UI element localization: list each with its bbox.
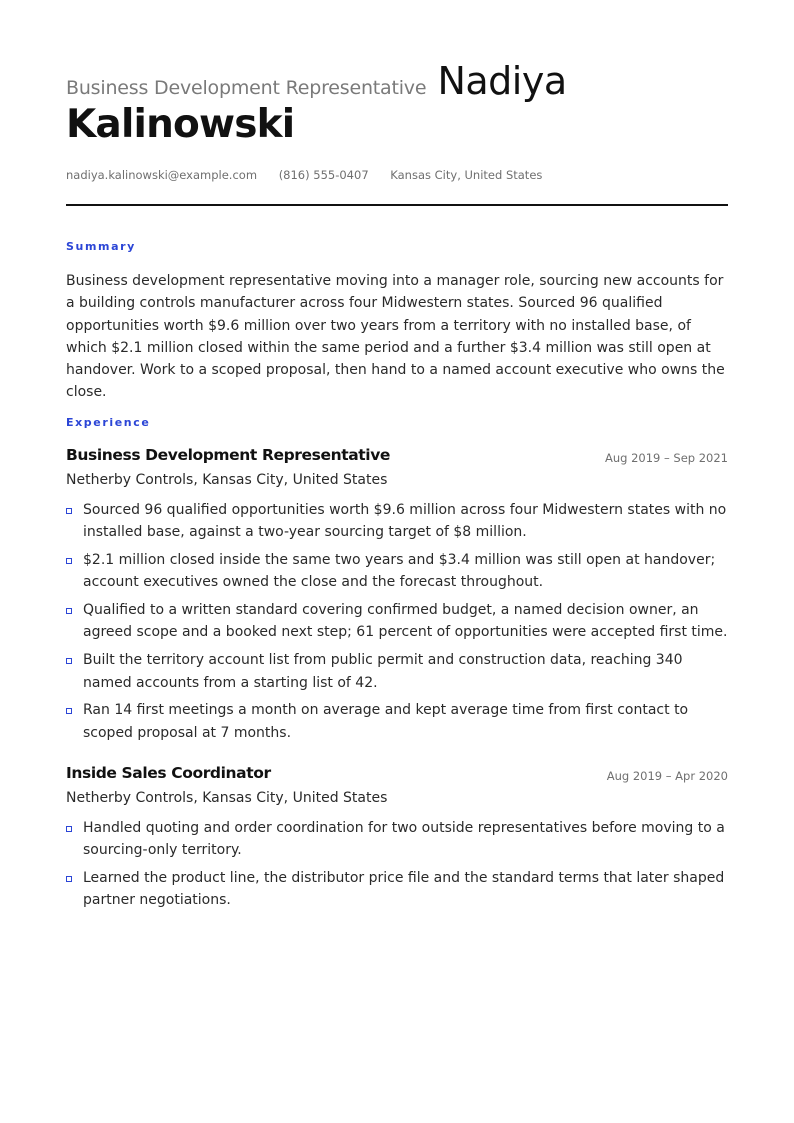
job-role: Inside Sales Coordinator xyxy=(66,764,271,782)
square-bullet-icon xyxy=(66,608,72,614)
experience-heading: Experience xyxy=(66,416,151,429)
first-name: Nadiya xyxy=(437,59,567,103)
bullet-item xyxy=(66,699,728,744)
job-role: Business Development Representative xyxy=(66,446,391,464)
email-link[interactable]: nadiya.kalinowski@example.com xyxy=(66,168,258,182)
bullet-item xyxy=(66,649,728,694)
experience-entry xyxy=(66,446,728,749)
bullet-text: Handled quoting and order coordination for two outside representatives before moving to a sourcing-only territory. xyxy=(83,820,725,859)
bullet-text: Qualified to a written standard covering confirmed budget, a named decision owner, an agreed scope and a booked next step; 61 percent of opportunities were accepted first time. xyxy=(83,602,728,641)
name-line xyxy=(66,59,728,103)
header-job-title: Business Development Representative xyxy=(66,77,427,99)
square-bullet-icon xyxy=(66,708,72,714)
summary-text: Business development representative moving into a manager role, sourcing new accounts for a building controls manufacturer across four Midwestern states. Sourced 96 qualified opportunities worth $9.6 million over two years from a territory with no installed base, of which $2.1 million closed within the same period and a further $3.4 million was still open at handover. Work to a scoped proposal, then hand to a named account executive who owns the close. xyxy=(66,273,725,401)
square-bullet-icon xyxy=(66,658,72,664)
bullet-text: Sourced 96 qualified opportunities worth $9.6 million across four Midwestern states with no installed base, against a two-year sourcing target of $8 million. xyxy=(83,502,727,541)
job-bullets xyxy=(66,499,728,744)
job-dates: Aug 2019 – Sep 2021 xyxy=(604,451,728,465)
bullet-text: $2.1 million closed inside the same two years and $3.4 million was still open at handover; account executives owned the close and the forecast throughout. xyxy=(83,552,716,591)
square-bullet-icon xyxy=(66,876,72,882)
bullet-item xyxy=(66,499,728,544)
job-dates: Aug 2019 – Apr 2020 xyxy=(606,769,728,783)
summary-heading: Summary xyxy=(66,240,136,253)
bullet-item xyxy=(66,549,728,594)
bullet-text: Learned the product line, the distributor price file and the standard terms that later shaped partner negotiations. xyxy=(83,870,725,909)
contact-info xyxy=(66,168,560,182)
square-bullet-icon xyxy=(66,558,72,564)
bullet-item xyxy=(66,599,728,644)
header-divider xyxy=(66,204,728,206)
job-company: Netherby Controls, Kansas City, United States xyxy=(66,472,388,488)
bullet-text: Ran 14 first meetings a month on average and kept average time from first contact to scoped proposal at 7 months. xyxy=(83,702,689,741)
square-bullet-icon xyxy=(66,508,72,514)
bullet-item xyxy=(66,867,728,912)
experience-entry xyxy=(66,764,728,917)
last-name: Kalinowski xyxy=(66,102,295,147)
bullet-text: Built the territory account list from public permit and construction data, reaching 340 named accounts from a starting list of 42. xyxy=(83,652,683,691)
job-company: Netherby Controls, Kansas City, United States xyxy=(66,790,388,806)
square-bullet-icon xyxy=(66,826,72,832)
job-bullets xyxy=(66,817,728,912)
bullet-item xyxy=(66,817,728,862)
phone-text: (816) 555-0407 xyxy=(278,168,369,182)
location-text: Kansas City, United States xyxy=(390,168,543,182)
